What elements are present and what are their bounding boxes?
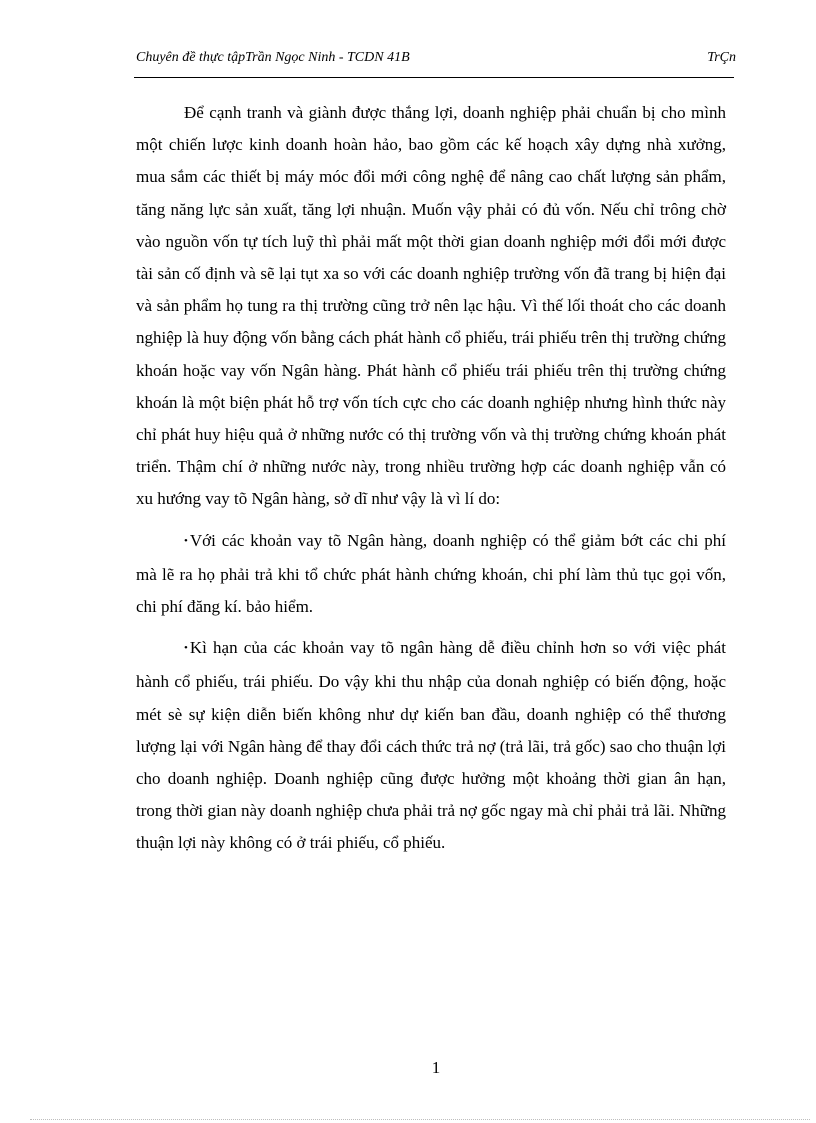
- intro-paragraph: [136, 97, 726, 516]
- header-divider: [134, 77, 734, 78]
- header-author: TrÇn: [707, 50, 736, 65]
- bullet-icon: •: [184, 642, 188, 655]
- page-bottom-divider: [30, 1119, 810, 1120]
- bullet-icon: •: [184, 534, 188, 547]
- document-body: [136, 97, 726, 869]
- intro-paragraph-text: Để cạnh tranh và giành được thắng lợi, doanh nghiệp phải chuẩn bị cho mình một chiến lược kinh doanh hoàn hảo, bao gồm các kế hoạch xây dựng nhà xưởng, mua sắm các thiết bị máy móc đổi mới công nghệ để nâng cao chất lượng sản phẩm, tăng năng lực sản xuất, tăng lợi nhuận. Muốn vậy phải có đủ vốn. Nếu chỉ trông chờ vào nguồn vốn tự tích luỹ thì phải mất một thời gian doanh nghiệp mới đổi mới được tài sản cố định và sẽ lại tụt xa so với các doanh nghiệp trường vốn đã trang bị hiện đại và sản phẩm họ tung ra thị trường cũng trở nên lạc hậu. Vì thế lối thoát cho các doanh nghiệp là huy động vốn bằng cách phát hành cổ phiếu, trái phiếu trên thị trường chứng khoán hoặc vay vốn Ngân hàng. Phát hành cổ phiếu trái phiếu trên thị trường chứng khoán là một biện phát hỗ trợ vốn tích cực cho các doanh nghiệp nhưng hình thức này chỉ phát huy hiệu quả ở những nước có thị trường vốn và thị trường chứng khoán phát triển. Thậm chí ở những nước này, trong nhiều trường hợp các doanh nghiệp vẫn có xu hướng vay tõ Ngân hàng, sở dĩ như vậy là vì lí do:: [136, 103, 726, 509]
- header-title: Chuyên đề thực tậpTrần Ngọc Ninh - TCDN 41B: [136, 50, 410, 65]
- page-header: [136, 47, 736, 71]
- bullet-paragraph-text: Kì hạn của các khoản vay tõ ngân hàng dễ điều chỉnh hơn so với việc phát hành cổ phiếu, trái phiếu. Do vậy khi thu nhập của donah nghiệp có biến động, hoặc mét sè sự kiện diễn biến không như dự kiến ban đầu, doanh nghiệp có thể thương lượng lại với Ngân hàng để thay đổi cách thức trả nợ (trả lãi, trả gốc) sao cho thuận lợi cho doanh nghiệp. Doanh nghiệp cũng được hưởng một khoảng thời gian ân hạn, trong thời gian này doanh nghiệp chưa phải trả nợ gốc ngay mà chỉ phải trả lãi. Những thuận lợi này không có ở trái phiếu, cổ phiếu.: [136, 638, 726, 853]
- bullet-paragraph: [136, 525, 726, 624]
- bullet-paragraph-text: Với các khoản vay tõ Ngân hàng, doanh nghiệp có thể giảm bớt các chi phí mà lẽ ra họ phải trả khi tổ chức phát hành chứng khoán, chi phí làm thủ tục gọi vốn, chi phí đăng kí. bảo hiểm.: [136, 530, 726, 617]
- bullet-paragraph: [136, 632, 726, 859]
- page-number: 1: [431, 1058, 441, 1077]
